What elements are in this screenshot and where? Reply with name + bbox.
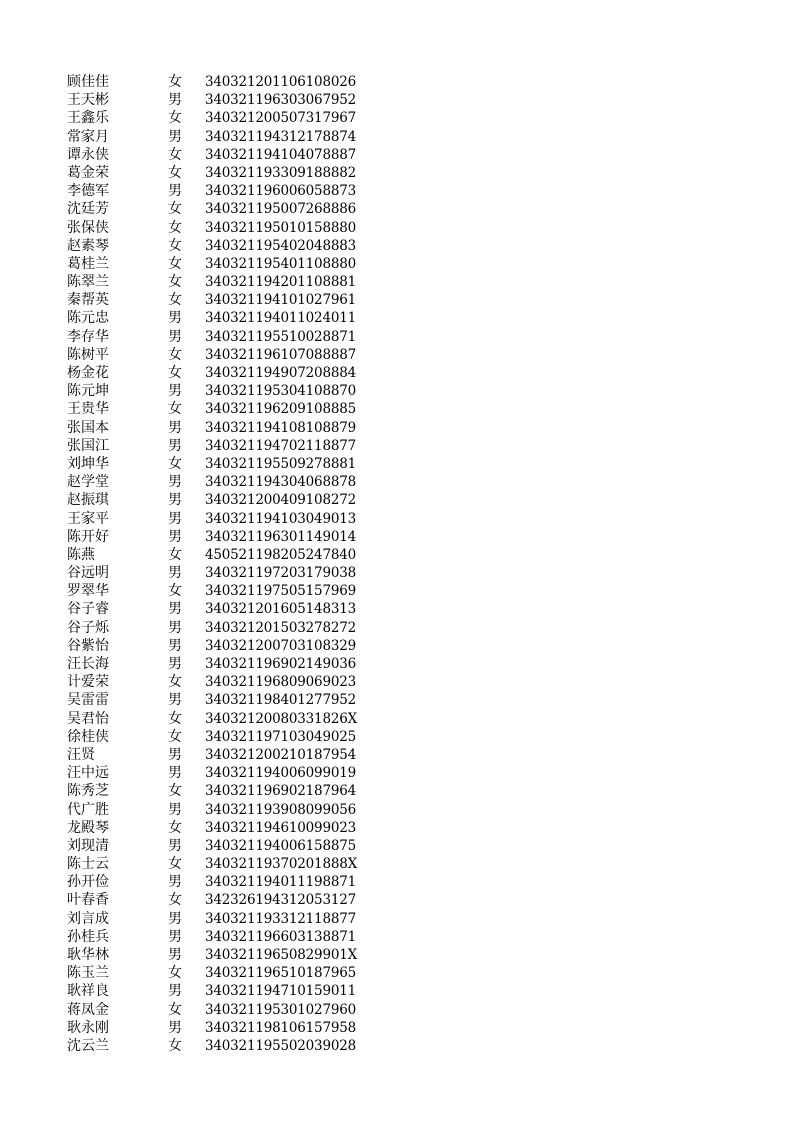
id-number-cell: 340321193312118877: [205, 910, 357, 927]
gender-cell: 男: [168, 619, 182, 636]
gender-cell: 女: [168, 74, 182, 90]
gender-cell: 女: [168, 110, 182, 127]
name-cell: 陈玉兰: [67, 965, 109, 982]
id-number-cell: 340321195402048883: [205, 237, 357, 254]
id-number-cell: 340321194104078887: [205, 146, 357, 163]
id-number-cell: 340321195509278881: [205, 455, 357, 472]
name-cell: 顾佳佳: [67, 74, 109, 90]
id-number-cell: 340321194907208884: [205, 365, 357, 381]
name-cell: 耿永刚: [67, 1019, 109, 1036]
name-cell: 刘现清: [67, 837, 109, 854]
gender-cell: 男: [168, 637, 182, 654]
name-cell: 汪中远: [67, 765, 109, 782]
name-cell: 谷子睿: [67, 601, 109, 618]
gender-cell: 男: [168, 528, 182, 545]
name-cell: 沈廷芳: [67, 201, 109, 218]
id-number-cell: 34032119370201888X: [205, 856, 358, 873]
id-number-cell: 340321193309188882: [205, 164, 357, 181]
gender-cell: 女: [168, 365, 182, 381]
gender-cell: 女: [168, 710, 182, 727]
gender-cell: 男: [168, 874, 182, 891]
gender-cell: 男: [168, 565, 182, 582]
id-number-cell: 340321196301149014: [205, 528, 357, 545]
gender-cell: 男: [168, 947, 182, 963]
name-cell: 赵学堂: [67, 474, 109, 491]
gender-cell: 女: [168, 819, 182, 836]
id-number-cell: 340321195007268886: [205, 201, 357, 218]
name-cell: 李德军: [67, 183, 109, 200]
id-number-cell: 340321201503278272: [205, 619, 357, 636]
gender-cell: 男: [168, 510, 182, 527]
id-number-cell: 340321198106157958: [205, 1019, 357, 1036]
name-cell: 李存华: [67, 328, 109, 345]
id-number-cell: 340321193908099056: [205, 801, 357, 818]
id-number-cell: 340321197203179038: [205, 565, 357, 582]
gender-cell: 女: [168, 965, 182, 982]
gender-cell: 女: [168, 1001, 182, 1018]
name-cell: 陈树平: [67, 346, 109, 363]
name-cell: 孙桂兵: [67, 928, 109, 945]
id-number-cell: 340321196902149036: [205, 656, 357, 672]
gender-cell: 女: [168, 274, 182, 291]
name-cell: 陈元坤: [67, 383, 109, 400]
id-number-cell: 340321195010158880: [205, 219, 357, 236]
id-number-cell: 340321194702118877: [205, 437, 357, 454]
gender-cell: 女: [168, 219, 182, 236]
gender-cell: 男: [168, 601, 182, 618]
gender-cell: 男: [168, 92, 182, 109]
id-number-cell: 340321197505157969: [205, 583, 357, 600]
gender-cell: 女: [168, 237, 182, 254]
gender-cell: 女: [168, 146, 182, 163]
gender-cell: 男: [168, 928, 182, 945]
gender-cell: 男: [168, 692, 182, 709]
id-number-cell: 340321196603138871: [205, 928, 357, 945]
id-number-cell: 340321196303067952: [205, 92, 357, 109]
gender-cell: 男: [168, 983, 182, 1000]
id-number-cell: 450521198205247840: [205, 546, 357, 563]
name-cell: 张保侠: [67, 219, 109, 236]
name-cell: 葛桂兰: [67, 255, 109, 272]
gender-cell: 女: [168, 892, 182, 909]
name-cell: 陈开好: [67, 528, 109, 545]
id-number-cell: 340321198401277952: [205, 692, 357, 709]
id-number-cell: 340321194201108881: [205, 274, 357, 291]
name-cell: 陈士云: [67, 856, 109, 873]
gender-cell: 男: [168, 746, 182, 763]
id-number-cell: 340321201106108026: [205, 74, 357, 90]
gender-cell: 女: [168, 292, 182, 309]
id-number-cell: 340321194006158875: [205, 837, 357, 854]
name-cell: 耿祥良: [67, 983, 109, 1000]
id-number-cell: 340321195510028871: [205, 328, 357, 345]
id-number-cell: 340321196209108885: [205, 401, 357, 418]
gender-cell: 女: [168, 1037, 182, 1054]
id-number-cell: 340321194006099019: [205, 765, 357, 782]
name-cell: 陈秀芝: [67, 783, 109, 800]
name-cell: 汪长海: [67, 656, 109, 672]
name-cell: 陈元忠: [67, 310, 109, 327]
name-cell: 吴君怡: [67, 710, 109, 727]
name-cell: 罗翠华: [67, 583, 109, 600]
gender-cell: 女: [168, 455, 182, 472]
name-cell: 耿华林: [67, 947, 109, 963]
name-cell: 吴雷雷: [67, 692, 109, 709]
gender-cell: 女: [168, 783, 182, 800]
id-number-cell: 340321200210187954: [205, 746, 357, 763]
name-cell: 王天彬: [67, 92, 109, 109]
id-number-cell: 340321200409108272: [205, 492, 357, 509]
id-number-cell: 340321194108108879: [205, 419, 357, 436]
name-cell: 赵素琴: [67, 237, 109, 254]
gender-cell: 男: [168, 419, 182, 436]
id-number-cell: 340321195502039028: [205, 1037, 357, 1054]
id-number-cell: 340321195304108870: [205, 383, 357, 400]
name-cell: 杨金花: [67, 365, 109, 381]
name-cell: 葛金荣: [67, 164, 109, 181]
id-number-cell: 340321196510187965: [205, 965, 357, 982]
id-number-cell: 34032120080331826X: [205, 710, 358, 727]
gender-cell: 男: [168, 437, 182, 454]
name-cell: 计爱荣: [67, 674, 109, 691]
name-cell: 谷子烁: [67, 619, 109, 636]
id-number-cell: 340321201605148313: [205, 601, 357, 618]
gender-cell: 男: [168, 474, 182, 491]
gender-cell: 男: [168, 837, 182, 854]
gender-cell: 女: [168, 164, 182, 181]
name-cell: 赵振琪: [67, 492, 109, 509]
name-cell: 秦帮英: [67, 292, 109, 309]
id-number-cell: 340321196006058873: [205, 183, 357, 200]
gender-cell: 男: [168, 801, 182, 818]
name-cell: 陈燕: [67, 546, 95, 563]
gender-cell: 男: [168, 492, 182, 509]
name-cell: 谷紫怡: [67, 637, 109, 654]
id-number-cell: 340321194103049013: [205, 510, 357, 527]
id-number-cell: 340321194011198871: [205, 874, 357, 891]
id-number-cell: 340321196902187964: [205, 783, 357, 800]
gender-cell: 女: [168, 728, 182, 745]
id-number-cell: 340321195301027960: [205, 1001, 357, 1018]
name-cell: 刘言成: [67, 910, 109, 927]
name-cell: 孙开俭: [67, 874, 109, 891]
gender-cell: 女: [168, 346, 182, 363]
id-number-cell: 340321195401108880: [205, 255, 357, 272]
gender-cell: 男: [168, 910, 182, 927]
id-number-cell: 340321194011024011: [205, 310, 357, 327]
gender-cell: 女: [168, 583, 182, 600]
name-cell: 沈云兰: [67, 1037, 109, 1054]
gender-cell: 女: [168, 401, 182, 418]
gender-cell: 男: [168, 656, 182, 672]
gender-cell: 男: [168, 183, 182, 200]
name-cell: 常家月: [67, 128, 109, 145]
id-number-cell: 340321194610099023: [205, 819, 357, 836]
name-cell: 汪贤: [67, 746, 95, 763]
gender-cell: 女: [168, 674, 182, 691]
gender-cell: 男: [168, 310, 182, 327]
gender-cell: 男: [168, 765, 182, 782]
name-cell: 刘坤华: [67, 455, 109, 472]
name-cell: 张国江: [67, 437, 109, 454]
id-number-cell: 340321196107088887: [205, 346, 357, 363]
id-number-cell: 340321194312178874: [205, 128, 357, 145]
name-cell: 蒋凤金: [67, 1001, 109, 1018]
gender-cell: 男: [168, 328, 182, 345]
gender-cell: 男: [168, 1019, 182, 1036]
name-cell: 王家平: [67, 510, 109, 527]
name-cell: 王贵华: [67, 401, 109, 418]
gender-cell: 女: [168, 546, 182, 563]
id-number-cell: 34032119650829901X: [205, 947, 358, 963]
id-number-cell: 340321194304068878: [205, 474, 357, 491]
gender-cell: 女: [168, 201, 182, 218]
gender-cell: 女: [168, 856, 182, 873]
gender-cell: 女: [168, 255, 182, 272]
id-number-cell: 340321200703108329: [205, 637, 357, 654]
id-number-cell: 340321194710159011: [205, 983, 357, 1000]
id-number-cell: 340321194101027961: [205, 292, 357, 309]
name-cell: 谷远明: [67, 565, 109, 582]
name-cell: 徐桂侠: [67, 728, 109, 745]
id-number-cell: 342326194312053127: [205, 892, 357, 909]
name-cell: 张国本: [67, 419, 109, 436]
name-cell: 王鑫乐: [67, 110, 109, 127]
id-number-cell: 340321196809069023: [205, 674, 357, 691]
id-number-cell: 340321197103049025: [205, 728, 357, 745]
name-cell: 叶春香: [67, 892, 109, 909]
gender-cell: 男: [168, 128, 182, 145]
gender-cell: 男: [168, 383, 182, 400]
id-number-cell: 340321200507317967: [205, 110, 357, 127]
name-cell: 谭永侠: [67, 146, 109, 163]
name-cell: 陈翠兰: [67, 274, 109, 291]
name-cell: 龙殿琴: [67, 819, 109, 836]
name-cell: 代广胜: [67, 801, 109, 818]
